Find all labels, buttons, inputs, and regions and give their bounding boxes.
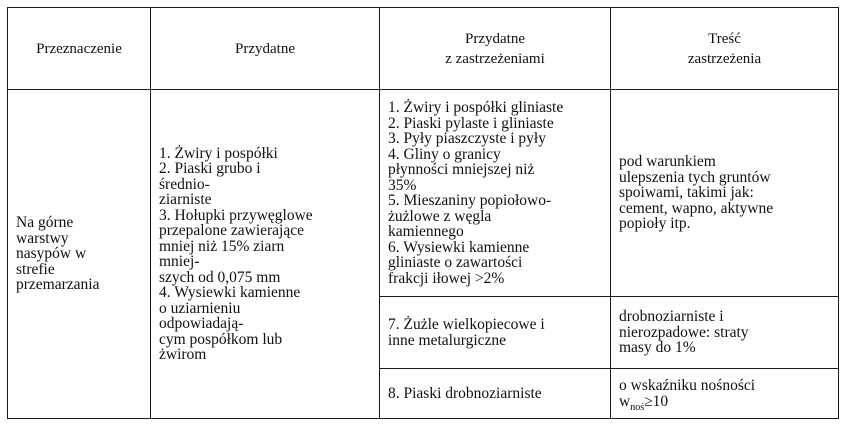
header-purpose — [8, 8, 151, 90]
condition-text-1: pod warunkiem ulepszenia tych gruntów spoiwami, takimi jak: cement, wapno, aktywne popioły itp. — [611, 90, 839, 297]
header-condition-text-line2: zastrzeżenia — [687, 50, 762, 67]
header-condition-text-line1: Treść — [708, 30, 741, 47]
condition-3-symbol: w — [619, 392, 631, 410]
conditional-materials-1: 1. Żwiry i pospółki gliniaste 2. Piaski pylaste i gliniaste 3. Pyły piaszczyste i pyły 4. Gliny o granicy płynności mniejszej niż 35% 5. Mieszaniny popiołowo- żużlowe z węgla kamiennego 6. Wysiewki kamienne gliniaste o zawartości frakcji iłowej >2% — [380, 90, 611, 297]
header-suitable — [151, 8, 380, 90]
suitable-cell: 1. Żwiry i pospółki 2. Piaski grubo i średnio- ziarniste 3. Hołupki przywęglowe przepalone zawierające mniej niż 15% ziarn mniej- szych od 0,075 mm 4. Wysiewki kamienne o uziarnieniu odpowiadają- cym pospółkom lub żwirom — [151, 90, 380, 419]
conditional-materials-2: 7. Żużle wielkopiecowe i inne metalurgiczne — [380, 297, 611, 369]
header-suitable-label: Przydatne — [235, 40, 295, 57]
condition-text-2: drobnoziarniste i nierozpadowe: straty masy do 1% — [611, 297, 839, 369]
header-conditional-line2: z zastrzeżeniami — [445, 50, 545, 67]
header-purpose-label: Przeznaczenie — [36, 40, 122, 57]
soil-suitability-table — [7, 7, 839, 419]
purpose-cell: Na górne warstwy nasypów w strefie przemarzania — [8, 90, 151, 419]
table-header-row — [8, 8, 839, 90]
condition-3-subscript: noś — [630, 401, 645, 413]
table-row — [8, 90, 839, 297]
header-condition-text — [611, 8, 839, 90]
conditional-materials-3: 8. Piaski drobnoziarniste — [380, 369, 611, 419]
condition-3-suffix: ≥10 — [644, 392, 669, 410]
header-conditional-line1: Przydatne — [465, 30, 525, 47]
condition-3-prefix: o wskaźniku nośności — [619, 377, 756, 394]
condition-text-3 — [611, 369, 839, 419]
header-conditional — [380, 8, 611, 90]
